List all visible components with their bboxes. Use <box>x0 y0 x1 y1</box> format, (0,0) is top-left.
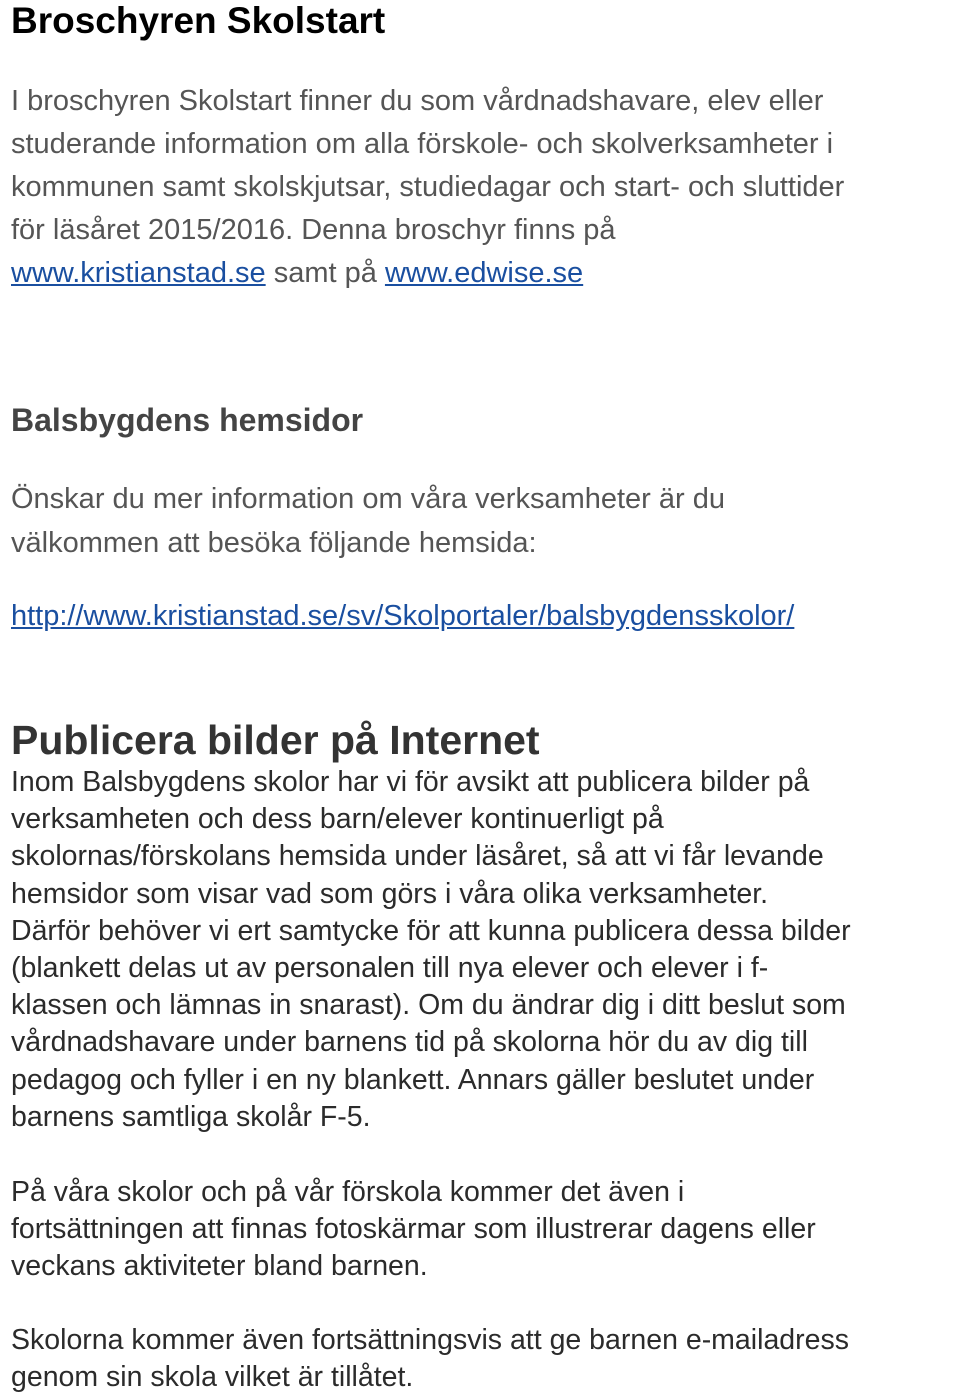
hemsidor-paragraph <box>11 477 960 565</box>
fotoskarmar-paragraph <box>11 1174 960 1286</box>
text-line: (blankett delas ut av personalen till nya elever och elever i f- <box>11 952 769 985</box>
link-line <box>11 252 960 295</box>
skolstart-paragraph <box>11 80 960 295</box>
heading-broschyren-skolstart: Broschyren Skolstart <box>11 0 386 41</box>
text-line: vårdnadshavare under barnens tid på skolorna hör du av dig till <box>11 1026 808 1059</box>
heading-publicera-bilder: Publicera bilder på Internet <box>11 717 540 763</box>
text-line: studerande information om alla förskole- och skolverksamheter i <box>11 128 834 160</box>
text-line: Skolorna kommer även fortsättningsvis att ge barnen e-mailadress <box>11 1324 849 1356</box>
text-line: kommunen samt skolskjutsar, studiedagar och start- och sluttider <box>11 171 845 203</box>
text-line: På våra skolor och på vår förskola kommer det även i <box>11 1176 685 1208</box>
text-line: fortsättningen att finnas fotoskärmar som illustrerar dagens eller <box>11 1213 816 1246</box>
text-line: verksamheten och dess barn/elever kontinuerligt på <box>11 803 664 836</box>
heading-balsbygdens-hemsidor: Balsbygdens hemsidor <box>11 402 364 438</box>
text-line: välkommen att besöka följande hemsida: <box>11 527 537 559</box>
link-separator-text: samt på <box>265 257 385 289</box>
text-line: pedagog och fyller i en ny blankett. Annars gäller beslutet under <box>11 1063 815 1096</box>
e-mail-paragraph <box>11 1322 960 1396</box>
text-line: skolornas/förskolans hemsida under läsåret, så att vi får levande <box>11 840 824 873</box>
text-line: Därför behöver vi ert samtycke för att kunna publicera dessa bilder <box>11 914 851 947</box>
skolportal-link[interactable]: http://www.kristianstad.se/sv/Skolportaler/balsbygdensskolor/ <box>11 600 795 632</box>
edwise-link[interactable]: www.edwise.se <box>384 257 584 289</box>
text-line: hemsidor som visar vad som görs i våra olika verksamheter. <box>11 877 769 910</box>
text-line: för läsåret 2015/2016. Denna broschyr finns på <box>11 214 616 246</box>
kristianstad-link[interactable]: www.kristianstad.se <box>11 257 266 289</box>
text-line: I broschyren Skolstart finner du som vårdnadshavare, elev eller <box>11 85 824 117</box>
text-line: veckans aktiviteter bland barnen. <box>11 1250 428 1283</box>
hemsida-url-paragraph <box>11 594 960 638</box>
text-line: barnens samtliga skolår F-5. <box>11 1100 371 1133</box>
text-line: Önskar du mer information om våra verksamheter är du <box>11 483 725 515</box>
text-line: Inom Balsbygdens skolor har vi för avsikt att publicera bilder på <box>11 766 810 798</box>
text-line: genom sin skola vilket är tillåtet. <box>11 1361 414 1394</box>
text-line: klassen och lämnas in snarast). Om du ändrar dig i ditt beslut som <box>11 989 846 1022</box>
publicera-paragraph <box>11 764 960 1136</box>
